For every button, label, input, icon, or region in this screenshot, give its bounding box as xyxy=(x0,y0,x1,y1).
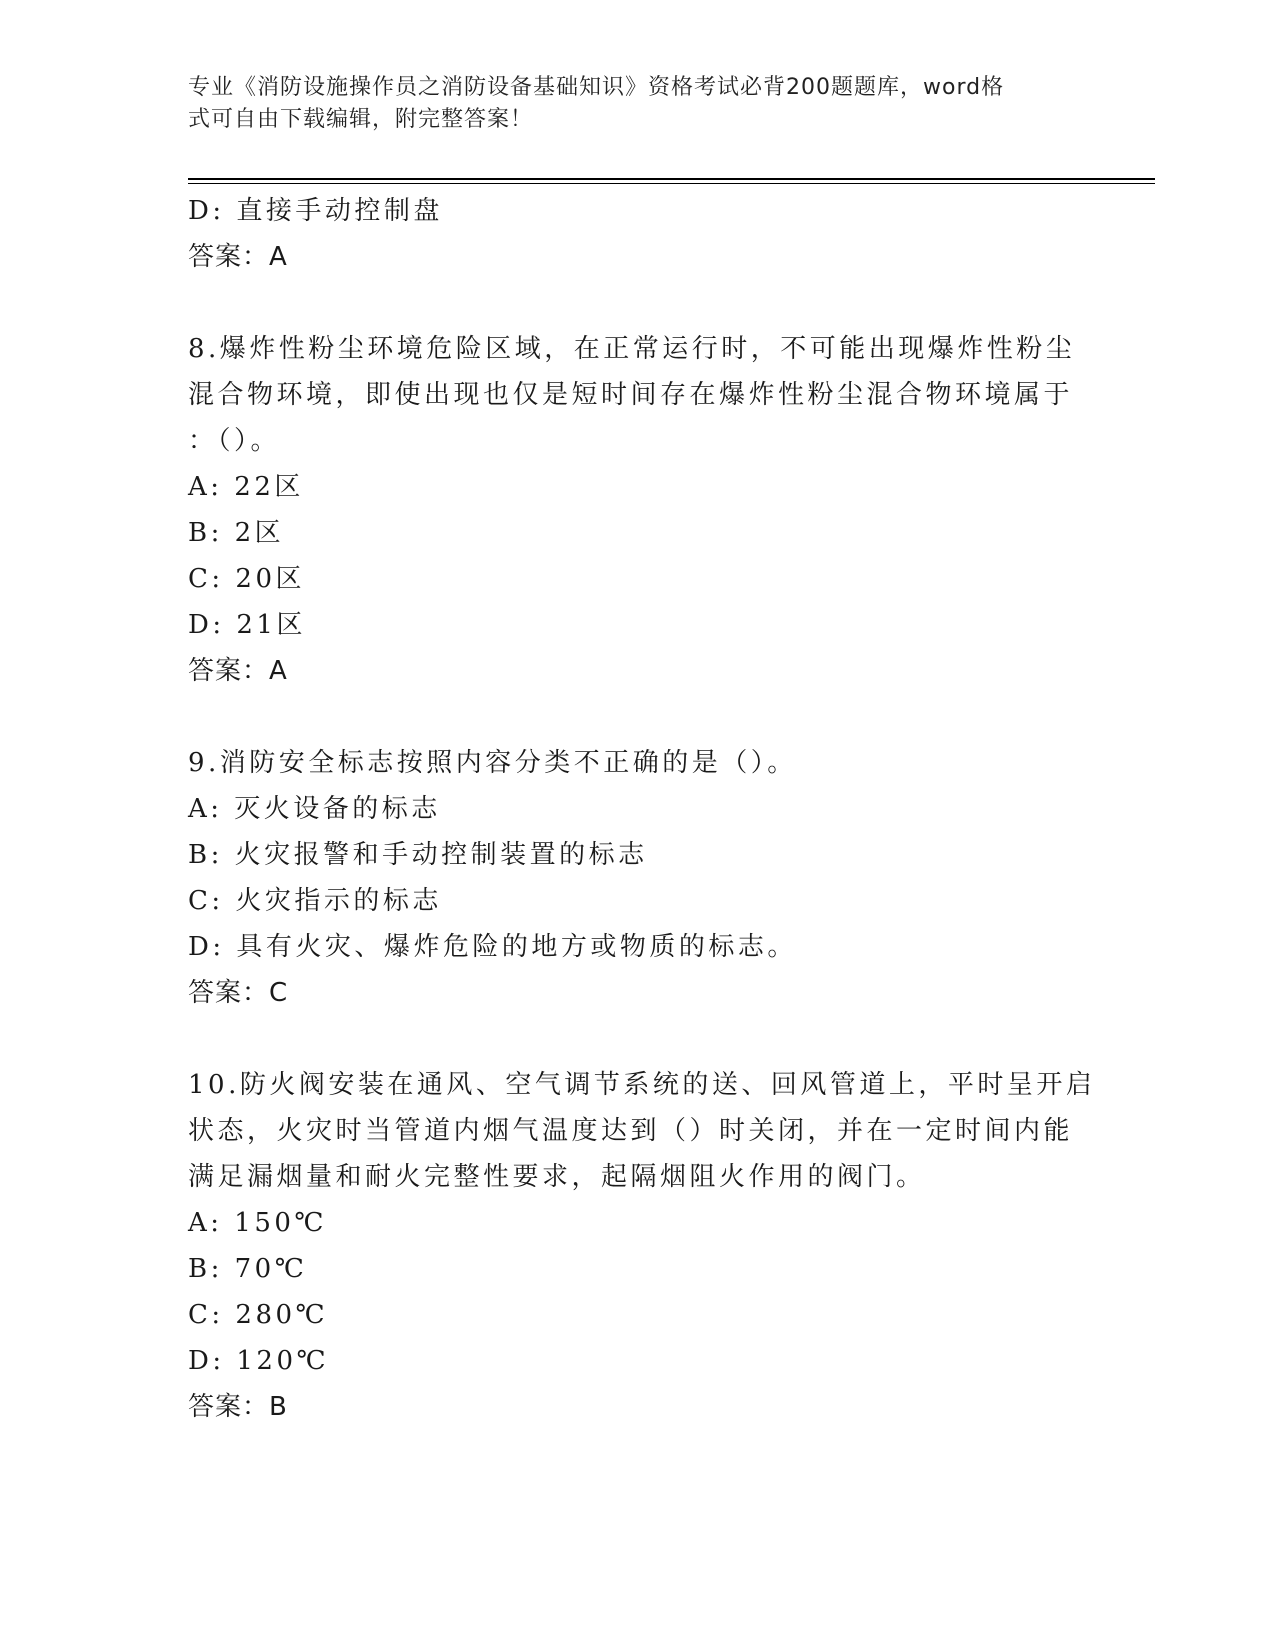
question-text-line: 8.爆炸性粉尘环境危险区域，在正常运行时，不可能出现爆炸性粉尘 xyxy=(188,334,1076,364)
option-d: D: 具有火灾、爆炸危险的地方或物质的标志。 xyxy=(188,932,797,962)
header-rule-thick xyxy=(188,178,1155,180)
option-d: D: 直接手动控制盘 xyxy=(188,196,443,226)
header-rule-thin xyxy=(188,183,1155,184)
previous-question-tail xyxy=(188,188,1078,280)
option-b: B: 2区 xyxy=(188,518,285,548)
spacer xyxy=(188,1016,1078,1062)
answer: 答案：B xyxy=(188,1392,288,1422)
spacer xyxy=(188,280,1078,326)
question-text-line: ：（）。 xyxy=(188,426,281,456)
answer: 答案：A xyxy=(188,242,288,272)
option-a: A: 灭火设备的标志 xyxy=(188,794,441,824)
option-c: C: 20区 xyxy=(188,564,306,594)
option-c: C: 280℃ xyxy=(188,1300,329,1330)
header-line-2: 式可自由下载编辑，附完整答案！ xyxy=(188,107,534,132)
option-a: A: 150℃ xyxy=(188,1208,328,1238)
header-line-1: 专业《消防设施操作员之消防设备基础知识》资格考试必背200题题库，word格 xyxy=(188,75,1005,100)
option-a: A: 22区 xyxy=(188,472,304,502)
option-d: D: 21区 xyxy=(188,610,306,640)
option-c: C: 火灾指示的标志 xyxy=(188,886,442,916)
question-text-line: 10.防火阀安装在通风、空气调节系统的送、回风管道上，平时呈开启 xyxy=(188,1070,1096,1100)
question-text-line: 9.消防安全标志按照内容分类不正确的是（）。 xyxy=(188,748,797,778)
question-text-line: 状态，火灾时当管道内烟气温度达到（）时关闭，并在一定时间内能 xyxy=(188,1116,1074,1146)
spacer xyxy=(188,694,1078,740)
document-body xyxy=(188,188,1096,1430)
question-8 xyxy=(188,326,1078,694)
answer: 答案：C xyxy=(188,978,289,1008)
question-9 xyxy=(188,740,1078,1016)
option-d: D: 120℃ xyxy=(188,1346,330,1376)
document-header xyxy=(188,72,1078,136)
question-10 xyxy=(188,1062,1096,1430)
option-b: B: 火灾报警和手动控制装置的标志 xyxy=(188,840,648,870)
answer: 答案：A xyxy=(188,656,288,686)
question-text-line: 混合物环境，即使出现也仅是短时间存在爆炸性粉尘混合物环境属于 xyxy=(188,380,1074,410)
question-text-line: 满足漏烟量和耐火完整性要求，起隔烟阻火作用的阀门。 xyxy=(188,1162,926,1192)
option-b: B: 70℃ xyxy=(188,1254,308,1284)
